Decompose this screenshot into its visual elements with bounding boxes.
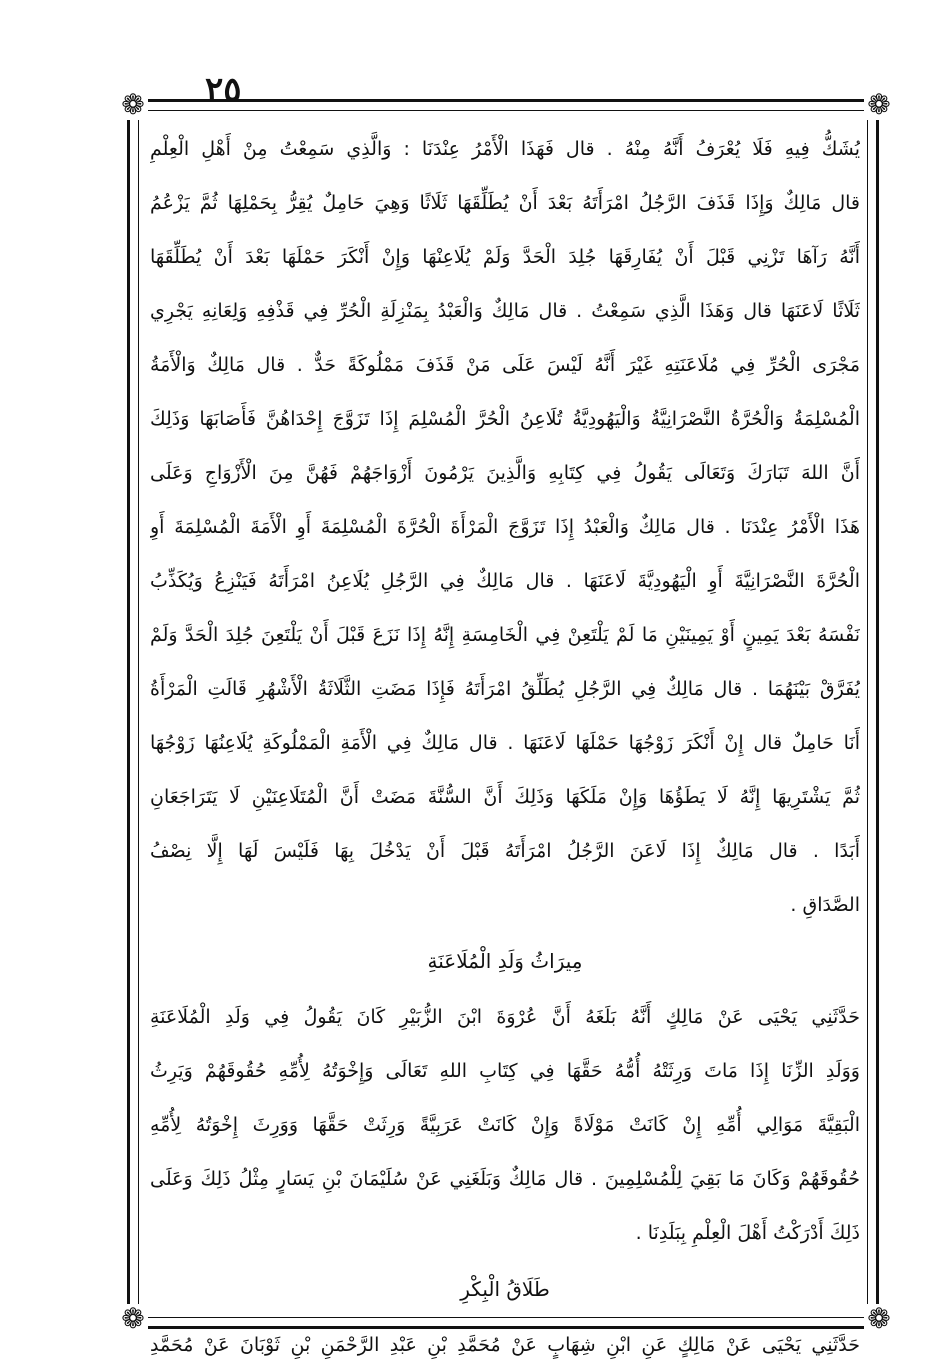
text-line: ثُمَّ يَشْتَرِيهَا إِنَّهُ لَا يَطَؤُهَا وَإِنْ مَلَكَهَا وَذَلِكَ أَنَّ السُّنَّةَ مَضَتْ أَنَّ الْمُتَلَاعِنَيْنِ لَا يَتَرَاجَعَانِ [150,786,860,808]
section-heading: مِيرَاثُ وَلَدِ الْمُلَاعَنَةِ [427,949,583,973]
text-line: يُفَرَّقْ بَيْنَهُمَا . قال مَالِكٌ فِي الرَّجُلِ يُطَلِّقُ امْرَأَتَهُ فَإِذَا مَضَتِ الثَّلَاثَةُ الْأَشْهُرِ قَالَتِ الْمَرْأَةُ [150,678,860,700]
text-line: حَدَّثَنِي يَحْيَى عَنْ مَالِكٍ أَنَّهُ بَلَغَهُ أَنَّ عُرْوَةَ ابْنَ الزُّبَيْرِ كَانَ يَقُولُ فِي وَلَدِ الْمُلَاعَنَةِ [150,1006,860,1028]
corner-ornament-icon: ❁ [864,1304,894,1334]
paragraph-inheritance [150,990,860,1260]
text-line: قال مَالِكٌ وَإِذَا قَذَفَ الرَّجُلُ امْرَأَتَهُ بَعْدَ أَنْ يُطَلِّقَهَا ثَلَاثًا وَهِيَ حَامِلٌ يُقِرُّ بِحَمْلِهَا ثُمَّ يَزْعُمُ [150,192,860,214]
text-line: حَدَّثَنِي يَحْيَى عَنْ مَالِكٍ عَنِ ابْنِ شِهَابٍ عَنْ مُحَمَّدِ بْنِ عَبْدِ الرَّحْمَنِ بْنِ ثَوْبَانَ عَنْ مُحَمَّدِ [150,1334,860,1356]
text-line: أَنَّ اللهَ تَبَارَكَ وَتَعَالَى يَقُولُ فِي كِتَابِهِ وَالَّذِينَ يَرْمُونَ أَزْوَاجَهُمْ فَهُنَّ مِنَ الْأَزْوَاجِ وَعَلَى [150,462,860,484]
page-text-body [150,122,860,1356]
corner-ornament-icon: ❁ [118,90,148,120]
text-line: الْبَقِيَّةَ مَوَالِي أُمِّهِ إِنْ كَانَتْ مَوْلَاةً وَإِنْ كَانَتْ عَرَبِيَّةً وَرِثَتْ حَقَّهَا وَوَرِثَ إِخْوَتُهُ لِأُمِّهِ [150,1114,860,1136]
text-line: يُشَكُّ فِيهِ فَلَا يُعْرَفُ أَنَّهُ مِنْهُ . قال فَهَذَا الْأَمْرُ عِنْدَنَا : وَالَّذِي سَمِعْتُ مِنْ أَهْلِ الْعِلْمِ [150,138,860,160]
section-heading: طَلَاقُ الْبِكْرِ [460,1277,550,1301]
text-line: ثَلَاثًا لَاعَنَهَا قال وَهَذَا الَّذِي سَمِعْتُ . قال مَالِكٌ وَالْعَبْدُ بِمَنْزِلَةِ الْحُرِّ فِي قَذْفِهِ وَلِعَانِهِ يَجْرِي [150,300,860,322]
paragraph-lian-rulings [150,122,860,932]
text-line: حُقُوقَهُمْ وَكَانَ مَا بَقِيَ لِلْمُسْلِمِينَ . قال مَالِكٌ وَبَلَغَنِي عَنْ سُلَيْمَانَ بْنِ يَسَارٍ مِثْلُ ذَلِكَ وَعَلَى [150,1168,860,1190]
text-line: وَوَلَدِ الزِّنَا إِذَا مَاتَ وَرِثَتْهُ أُمُّهُ حَقَّهَا فِي كِتَابِ اللهِ تَعَالَى وَإِخْوَتُهُ لِأُمِّهِ حُقُوقَهُمْ وَيَرِثُ [150,1060,860,1082]
text-line: الْحُرَّةَ النَّصْرَانِيَّةَ أَوِ الْيَهُودِيَّةَ لَاعَنَهَا . قال مَالِكٌ فِي الرَّجُلِ يُلَاعِنُ امْرَأَتَهُ فَيَنْزِعُ وَيُكَذِّبُ [150,570,860,592]
text-line: الصَّدَاقِ . [790,894,860,916]
paragraph-virgin-divorce [150,1318,860,1372]
text-line: أَبَدًا . قال مَالِكٌ إِذَا لَاعَنَ الرَّجُلُ امْرَأَتَهُ قَبْلَ أَنْ يَدْخُلَ بِهَا فَلَيْسَ لَهَا إِلَّا نِصْفُ [150,840,860,862]
page-number: ٢٥ [205,70,242,110]
text-line: نَفْسَهُ بَعْدَ يَمِينٍ أَوْ يَمِينَيْنِ مَا لَمْ يَلْتَعِنْ فِي الْخَامِسَةِ إِنَّهُ إِذَا نَزَعَ قَبْلَ أَنْ يَلْتَعِنَ جُلِدَ الْحَدَّ وَلَمْ [150,624,860,646]
text-line: ذَلِكَ أَدْرَكْتُ أَهْلَ الْعِلْمِ بِبَلَدِنَا . [635,1222,860,1244]
text-line: الْمُسْلِمَةُ وَالْحُرَّةُ النَّصْرَانِيَّةُ وَالْيَهُودِيَّةُ تُلَاعِنُ الْحُرَّ الْمُسْلِمَ إِذَا تَزَوَّجَ إِحْدَاهُنَّ فَأَصَابَهَا وَذَلِكَ [150,408,860,430]
text-line: هَذَا الْأَمْرُ عِنْدَنَا . قال مَالِكٌ وَالْعَبْدُ إِذَا تَزَوَّجَ الْمَرْأَةَ الْحُرَّةَ الْمُسْلِمَةَ أَوِ الْأَمَةَ الْمُسْلِمَةَ أَوِ [150,516,860,538]
text-line: أَنَا حَامِلٌ قال إِنْ أَنْكَرَ زَوْجُهَا حَمْلَهَا لَاعَنَهَا . قال مَالِكٌ فِي الْأَمَةِ الْمَمْلُوكَةِ يُلَاعِنُهَا زَوْجُهَا [150,732,860,754]
corner-ornament-icon: ❁ [118,1304,148,1334]
text-line: مَجْرَى الْحُرِّ فِي مُلَاعَنَتِهِ غَيْرَ أَنَّهُ لَيْسَ عَلَى مَنْ قَذَفَ مَمْلُوكَةً حَدٌّ . قال مَالِكٌ وَالْأَمَةُ [150,354,860,376]
text-line: أَنَّهُ رَآهَا تَزْنِي قَبْلَ أَنْ يُفَارِقَهَا جُلِدَ الْحَدَّ وَلَمْ يُلَاعِنْهَا وَإِنْ أَنْكَرَ حَمْلَهَا بَعْدَ أَنْ يُطَلِّقَهَا [150,246,860,268]
corner-ornament-icon: ❁ [864,90,894,120]
